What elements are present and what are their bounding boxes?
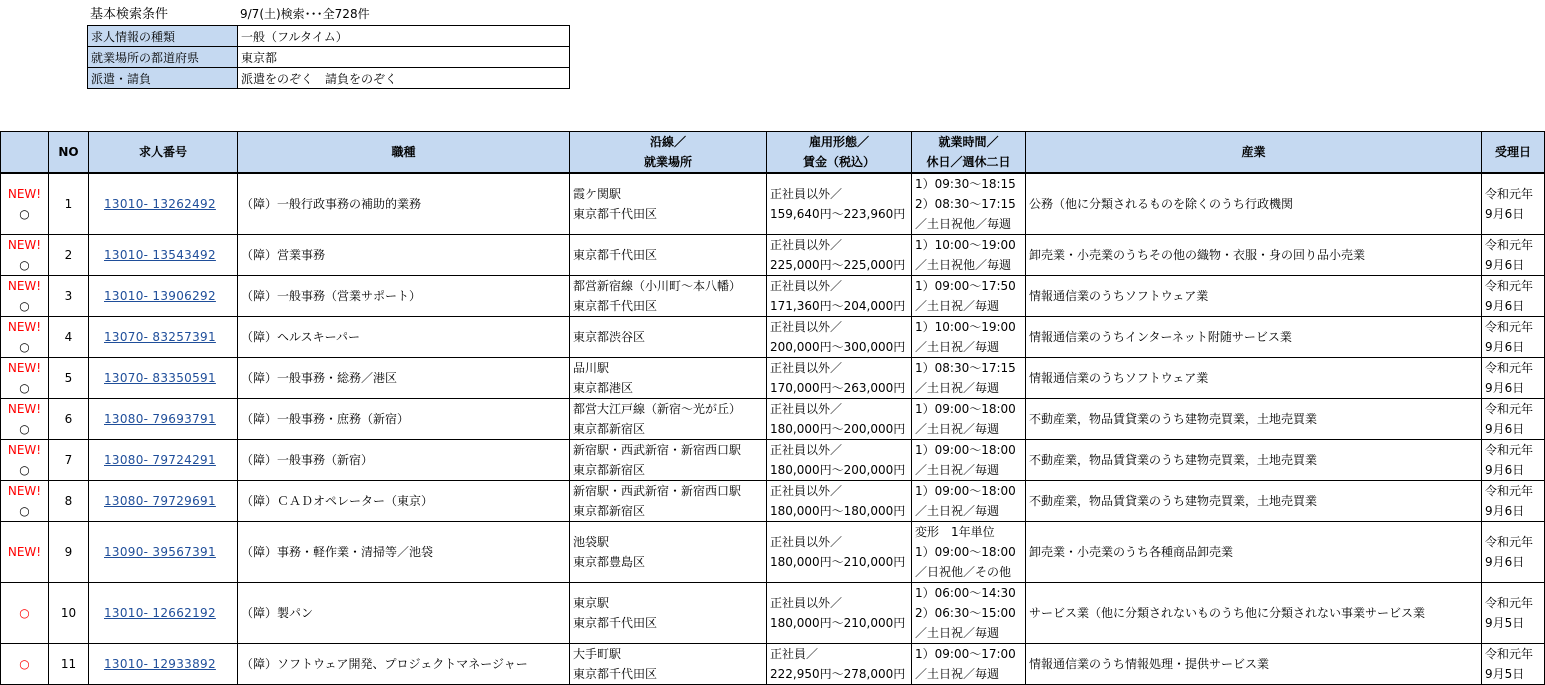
employment-line: 正社員以外／	[770, 443, 843, 457]
condition-row	[88, 68, 570, 89]
header-received: 受理日	[1482, 132, 1545, 174]
search-conditions-title: 基本検索条件	[90, 7, 169, 22]
received-date-cell	[1482, 317, 1545, 358]
new-badge: NEW!	[7, 484, 42, 498]
hours-line: 1）10:00～19:00	[915, 320, 1016, 334]
header-no: NO	[49, 132, 89, 174]
new-badge: NEW!	[7, 361, 42, 375]
location-line: 東京都千代田区	[573, 616, 658, 630]
hours-line: 1）09:00～18:00	[915, 443, 1016, 457]
location-line: 池袋駅	[573, 535, 610, 549]
hours-line: 1）09:00～18:00	[915, 402, 1016, 416]
received-line: 9月6日	[1485, 555, 1525, 569]
occupation-cell: （障）一般事務・庶務（新宿）	[238, 399, 570, 440]
header-location-line1: 沿線／	[649, 135, 686, 149]
hours-line: ／日祝他／その他	[915, 565, 1012, 579]
header-employment-line2: 賃金（税込）	[802, 155, 875, 169]
received-line: 9月6日	[1485, 340, 1525, 354]
hours-cell	[912, 235, 1026, 276]
received-line: 令和元年	[1485, 320, 1534, 334]
industry-cell: 情報通信業のうち情報処理・提供サービス業	[1026, 644, 1482, 685]
employment-cell	[767, 522, 912, 583]
row-number: 8	[49, 481, 89, 522]
location-line: 東京都千代田区	[573, 207, 658, 221]
circle-mark-icon: ○	[19, 422, 30, 436]
location-line: 東京都港区	[573, 381, 634, 395]
new-badge: NEW!	[7, 443, 42, 457]
employment-cell	[767, 399, 912, 440]
received-line: 9月6日	[1485, 299, 1525, 313]
condition-value: 派遣をのぞく 請負をのぞく	[238, 68, 570, 89]
job-number-link[interactable]: 13080- 79729691	[104, 494, 216, 508]
received-line: 9月6日	[1485, 504, 1525, 518]
received-line: 令和元年	[1485, 535, 1534, 549]
hours-line: ／土日祝／毎週	[915, 299, 1000, 313]
occupation-cell: （障）製パン	[238, 583, 570, 644]
occupation-cell: （障）ヘルスキーパー	[238, 317, 570, 358]
employment-line: 180,000円～210,000円	[770, 555, 906, 569]
circle-mark-icon: ○	[19, 258, 30, 272]
location-cell	[570, 522, 767, 583]
received-line: 9月6日	[1485, 258, 1525, 272]
hours-line: 1）09:00～17:50	[915, 279, 1016, 293]
location-cell	[570, 358, 767, 399]
job-number-cell	[89, 173, 238, 235]
circle-mark-icon: ○	[19, 299, 30, 313]
row-number: 10	[49, 583, 89, 644]
status-flag-cell	[1, 522, 49, 583]
header-industry: 産業	[1026, 132, 1482, 174]
industry-cell: 卸売業・小売業のうちその他の織物・衣服・身の回り品小売業	[1026, 235, 1482, 276]
job-number-cell	[89, 481, 238, 522]
header-employment	[767, 132, 912, 174]
job-number-cell	[89, 440, 238, 481]
location-line: 東京都千代田区	[573, 667, 658, 681]
header-hours	[912, 132, 1026, 174]
condition-row	[88, 26, 570, 47]
hours-line: ／土日祝／毎週	[915, 504, 1000, 518]
hours-line: ／土日祝他／毎週	[915, 217, 1012, 231]
hours-cell	[912, 317, 1026, 358]
occupation-cell: （障）一般事務・総務／港区	[238, 358, 570, 399]
hours-line: 1）09:00～18:00	[915, 545, 1016, 559]
status-flag-cell	[1, 583, 49, 644]
search-conditions-table	[87, 25, 570, 89]
industry-cell: 情報通信業のうちソフトウェア業	[1026, 276, 1482, 317]
location-line: 東京都新宿区	[573, 504, 646, 518]
job-number-link[interactable]: 13010- 12933892	[104, 657, 216, 671]
received-line: 令和元年	[1485, 402, 1534, 416]
row-number: 9	[49, 522, 89, 583]
job-number-link[interactable]: 13080- 79724291	[104, 453, 216, 467]
employment-line: 225,000円～225,000円	[770, 258, 906, 272]
employment-line: 180,000円～210,000円	[770, 616, 906, 630]
occupation-cell: （障）ソフトウェア開発、プロジェクトマネージャー	[238, 644, 570, 685]
industry-cell: 情報通信業のうちインターネット附随サービス業	[1026, 317, 1482, 358]
row-number: 3	[49, 276, 89, 317]
row-number: 1	[49, 173, 89, 235]
job-number-cell	[89, 583, 238, 644]
header-hours-line2: 休日／週休二日	[926, 155, 1011, 169]
employment-line: 正社員以外／	[770, 279, 843, 293]
industry-cell: 不動産業，物品賃貸業のうち建物売買業，土地売買業	[1026, 399, 1482, 440]
employment-cell	[767, 173, 912, 235]
received-line: 9月5日	[1485, 616, 1525, 630]
status-flag-cell	[1, 358, 49, 399]
table-row	[1, 440, 1545, 481]
industry-cell: 情報通信業のうちソフトウェア業	[1026, 358, 1482, 399]
industry-cell: 公務（他に分類されるものを除くのうち行政機関	[1026, 173, 1482, 235]
row-number: 2	[49, 235, 89, 276]
condition-value: 東京都	[238, 47, 570, 68]
location-line: 東京都千代田区	[573, 248, 658, 262]
received-date-cell	[1482, 399, 1545, 440]
job-number-cell	[89, 276, 238, 317]
row-number: 7	[49, 440, 89, 481]
occupation-cell: （障）ＣＡＤオペレーター（東京）	[238, 481, 570, 522]
employment-line: 正社員以外／	[770, 320, 843, 334]
received-date-cell	[1482, 481, 1545, 522]
table-row	[1, 644, 1545, 685]
received-date-cell	[1482, 440, 1545, 481]
received-line: 9月6日	[1485, 207, 1525, 221]
circle-mark-icon: ○	[19, 657, 30, 671]
hours-cell	[912, 583, 1026, 644]
job-number-cell	[89, 317, 238, 358]
industry-cell: 不動産業，物品賃貸業のうち建物売買業，土地売買業	[1026, 440, 1482, 481]
received-date-cell	[1482, 235, 1545, 276]
occupation-cell: （障）営業事務	[238, 235, 570, 276]
employment-line: 222,950円～278,000円	[770, 667, 906, 681]
hours-line: ／土日祝／毎週	[915, 422, 1000, 436]
received-line: 令和元年	[1485, 238, 1534, 252]
location-cell	[570, 399, 767, 440]
received-line: 令和元年	[1485, 596, 1534, 610]
hours-line: 1）09:00～17:00	[915, 647, 1016, 661]
table-row	[1, 276, 1545, 317]
received-line: 令和元年	[1485, 647, 1534, 661]
header-location	[570, 132, 767, 174]
location-cell	[570, 644, 767, 685]
employment-line: 180,000円～200,000円	[770, 422, 906, 436]
hours-line: ／土日祝／毎週	[915, 381, 1000, 395]
hours-cell	[912, 481, 1026, 522]
location-cell	[570, 173, 767, 235]
employment-cell	[767, 235, 912, 276]
hours-cell	[912, 399, 1026, 440]
circle-mark-icon: ○	[19, 463, 30, 477]
row-number: 4	[49, 317, 89, 358]
received-date-cell	[1482, 522, 1545, 583]
hours-line: ／土日祝他／毎週	[915, 258, 1012, 272]
hours-line: 1）08:30～17:15	[915, 361, 1016, 375]
location-line: 東京都渋谷区	[573, 330, 646, 344]
status-flag-cell	[1, 644, 49, 685]
employment-line: 正社員以外／	[770, 187, 843, 201]
received-date-cell	[1482, 358, 1545, 399]
occupation-cell: （障）一般事務（営業サポート）	[238, 276, 570, 317]
job-number-link[interactable]: 13010- 12662192	[104, 606, 216, 620]
header-employment-line1: 雇用形態／	[808, 135, 869, 149]
header-flag	[1, 132, 49, 174]
hours-line: 1）09:30～18:15	[915, 177, 1016, 191]
employment-cell	[767, 481, 912, 522]
table-row	[1, 583, 1545, 644]
hours-line: 1）10:00～19:00	[915, 238, 1016, 252]
hours-line: 2）08:30～17:15	[915, 197, 1016, 211]
received-line: 9月5日	[1485, 667, 1525, 681]
hours-line: 変形 1年単位	[915, 525, 995, 539]
circle-mark-icon: ○	[19, 606, 30, 620]
location-cell	[570, 583, 767, 644]
occupation-cell: （障）一般行政事務の補助的業務	[238, 173, 570, 235]
occupation-cell: （障）事務・軽作業・清掃等／池袋	[238, 522, 570, 583]
header-hours-line1: 就業時間／	[938, 135, 999, 149]
condition-value: 一般（フルタイム）	[238, 26, 570, 47]
employment-line: 正社員／	[770, 647, 819, 661]
employment-cell	[767, 440, 912, 481]
hours-cell	[912, 173, 1026, 235]
status-flag-cell	[1, 276, 49, 317]
location-line: 大手町駅	[573, 647, 622, 661]
hours-cell	[912, 522, 1026, 583]
circle-mark-icon: ○	[19, 381, 30, 395]
industry-cell: 卸売業・小売業のうち各種商品卸売業	[1026, 522, 1482, 583]
new-badge: NEW!	[7, 545, 42, 559]
employment-cell	[767, 583, 912, 644]
received-date-cell	[1482, 276, 1545, 317]
job-number-cell	[89, 522, 238, 583]
employment-line: 159,640円～223,960円	[770, 207, 906, 221]
location-cell	[570, 276, 767, 317]
location-cell	[570, 440, 767, 481]
employment-line: 180,000円～180,000円	[770, 504, 906, 518]
employment-line: 200,000円～300,000円	[770, 340, 906, 354]
header-occupation: 職種	[238, 132, 570, 174]
job-number-link[interactable]: 13090- 39567391	[104, 545, 216, 559]
job-number-link[interactable]: 13010- 13906292	[104, 289, 216, 303]
hours-cell	[912, 276, 1026, 317]
hours-line: ／土日祝／毎週	[915, 340, 1000, 354]
table-header-row	[1, 132, 1545, 174]
job-number-cell	[89, 358, 238, 399]
condition-label: 派遣・請負	[88, 68, 238, 89]
received-date-cell	[1482, 173, 1545, 235]
hours-cell	[912, 358, 1026, 399]
employment-line: 171,360円～204,000円	[770, 299, 906, 313]
circle-mark-icon: ○	[19, 504, 30, 518]
new-badge: NEW!	[7, 402, 42, 416]
location-line: 東京駅	[573, 596, 610, 610]
table-row	[1, 173, 1545, 235]
hours-line: ／土日祝／毎週	[915, 463, 1000, 477]
employment-line: 正社員以外／	[770, 596, 843, 610]
received-line: 9月6日	[1485, 381, 1525, 395]
employment-line: 180,000円～200,000円	[770, 463, 906, 477]
employment-cell	[767, 644, 912, 685]
industry-cell: 不動産業，物品賃貸業のうち建物売買業，土地売買業	[1026, 481, 1482, 522]
received-line: 9月6日	[1485, 422, 1525, 436]
condition-label: 就業場所の都道府県	[88, 47, 238, 68]
status-flag-cell	[1, 440, 49, 481]
hours-line: 2）06:30～15:00	[915, 606, 1016, 620]
new-badge: NEW!	[7, 187, 42, 201]
table-row	[1, 358, 1545, 399]
location-line: 東京都千代田区	[573, 299, 658, 313]
header-job-number: 求人番号	[89, 132, 238, 174]
row-number: 5	[49, 358, 89, 399]
row-number: 6	[49, 399, 89, 440]
hours-cell	[912, 440, 1026, 481]
received-date-cell	[1482, 583, 1545, 644]
received-line: 令和元年	[1485, 279, 1534, 293]
table-row	[1, 399, 1545, 440]
hours-cell	[912, 644, 1026, 685]
location-cell	[570, 317, 767, 358]
received-line: 令和元年	[1485, 361, 1534, 375]
job-number-cell	[89, 644, 238, 685]
location-cell	[570, 235, 767, 276]
location-line: 新宿駅・西武新宿・新宿西口駅	[573, 443, 742, 457]
occupation-cell: （障）一般事務（新宿）	[238, 440, 570, 481]
table-row	[1, 317, 1545, 358]
status-flag-cell	[1, 481, 49, 522]
new-badge: NEW!	[7, 238, 42, 252]
received-line: 令和元年	[1485, 187, 1534, 201]
location-cell	[570, 481, 767, 522]
status-flag-cell	[1, 399, 49, 440]
job-number-link[interactable]: 13010- 13543492	[104, 248, 216, 262]
hours-line: ／土日祝／毎週	[915, 626, 1000, 640]
new-badge: NEW!	[7, 279, 42, 293]
location-line: 新宿駅・西武新宿・新宿西口駅	[573, 484, 742, 498]
circle-mark-icon: ○	[19, 340, 30, 354]
employment-line: 170,000円～263,000円	[770, 381, 906, 395]
condition-row	[88, 47, 570, 68]
job-number-link[interactable]: 13010- 13262492	[104, 197, 216, 211]
job-number-link[interactable]: 13070- 83257391	[104, 330, 216, 344]
job-number-link[interactable]: 13080- 79693791	[104, 412, 216, 426]
received-line: 令和元年	[1485, 443, 1534, 457]
status-flag-cell	[1, 173, 49, 235]
employment-line: 正社員以外／	[770, 361, 843, 375]
employment-line: 正社員以外／	[770, 238, 843, 252]
employment-line: 正社員以外／	[770, 484, 843, 498]
location-line: 品川駅	[573, 361, 610, 375]
location-line: 東京都豊島区	[573, 555, 646, 569]
received-date-cell	[1482, 644, 1545, 685]
employment-line: 正社員以外／	[770, 402, 843, 416]
location-line: 東京都新宿区	[573, 463, 646, 477]
circle-mark-icon: ○	[19, 207, 30, 221]
location-line: 霞ケ関駅	[573, 187, 622, 201]
location-line: 東京都新宿区	[573, 422, 646, 436]
status-flag-cell	[1, 317, 49, 358]
status-flag-cell	[1, 235, 49, 276]
new-badge: NEW!	[7, 320, 42, 334]
location-line: 都営新宿線（小川町～本八幡）	[573, 279, 742, 293]
employment-cell	[767, 317, 912, 358]
table-row	[1, 481, 1545, 522]
table-row	[1, 235, 1545, 276]
industry-cell: サービス業（他に分類されないものうち他に分類されない事業サービス業	[1026, 583, 1482, 644]
received-line: 9月6日	[1485, 463, 1525, 477]
employment-cell	[767, 358, 912, 399]
row-number: 11	[49, 644, 89, 685]
header-location-line2: 就業場所	[643, 155, 692, 169]
job-listing-table	[0, 131, 1545, 685]
received-line: 令和元年	[1485, 484, 1534, 498]
condition-label: 求人情報の種類	[88, 26, 238, 47]
employment-cell	[767, 276, 912, 317]
job-number-link[interactable]: 13070- 83350591	[104, 371, 216, 385]
location-line: 都営大江戸線（新宿～光が丘）	[573, 402, 742, 416]
job-number-cell	[89, 235, 238, 276]
hours-line: ／土日祝／毎週	[915, 667, 1000, 681]
table-row	[1, 522, 1545, 583]
hours-line: 1）06:00～14:30	[915, 586, 1016, 600]
search-summary: 9/7(土)検索･･･全728件	[240, 7, 370, 21]
hours-line: 1）09:00～18:00	[915, 484, 1016, 498]
employment-line: 正社員以外／	[770, 535, 843, 549]
job-number-cell	[89, 399, 238, 440]
